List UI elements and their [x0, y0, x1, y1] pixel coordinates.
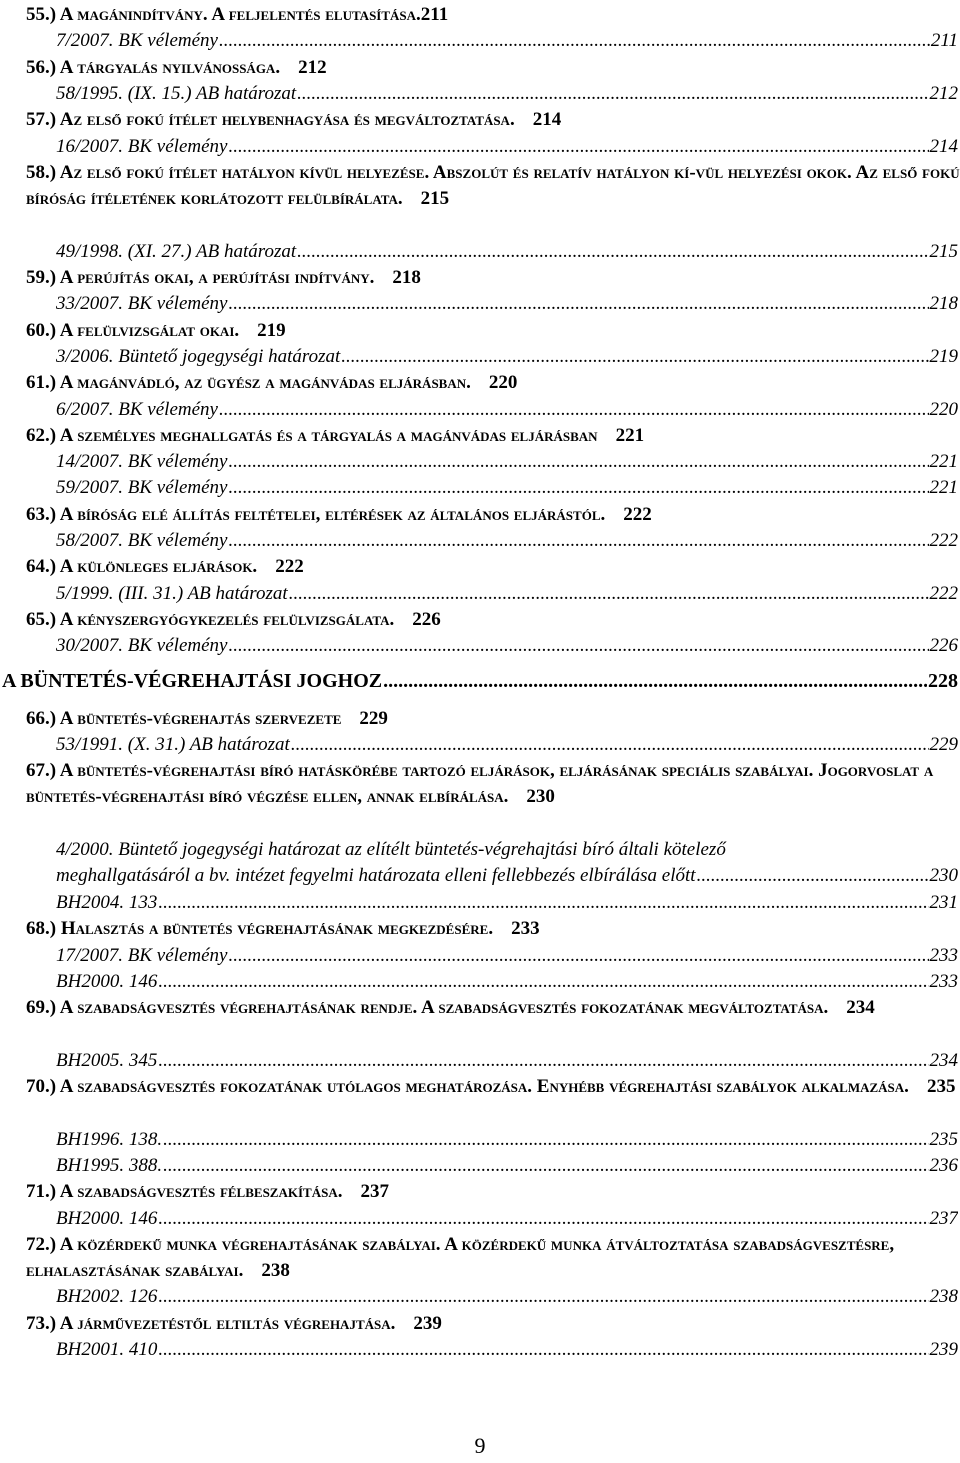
dot-leader: [158, 1284, 928, 1310]
reference-title: 17/2007. BK vélemény: [56, 944, 228, 966]
reference-title-line-1: 4/2000. Büntető jogegységi határozat az elítélt büntetés-végrehajtási bíró általi kötelező: [56, 839, 726, 861]
section-page-number: 226: [412, 608, 441, 630]
section-page-number: 220: [488, 372, 518, 394]
reference-title: BH2005. 345: [56, 1049, 158, 1071]
toc-reference-entry[interactable]: [56, 1153, 958, 1179]
dot-leader: [297, 239, 928, 265]
dot-leader: [697, 863, 929, 889]
section-title: 59.) A perújítás okai, a perújítási indítvány.: [26, 267, 375, 288]
section-title: 72.) A közérdekű munka végrehajtásának szabályai. A közérdekű munka átváltoztatása szabadságvesztésre, elhalasztásának szabályai.: [26, 1233, 895, 1281]
toc-section-heading[interactable]: [26, 554, 960, 580]
dot-leader: [228, 291, 928, 317]
section-title: 55.) A magánindítvány. A feljelentés elutasítása.: [26, 4, 421, 25]
toc-section-heading[interactable]: [26, 55, 960, 81]
section-title: 64.) A különleges eljárások.: [26, 556, 258, 578]
reference-page-number: 229: [929, 734, 958, 756]
reference-page-number: 233: [929, 970, 958, 992]
reference-title: BH2002. 126: [56, 1286, 158, 1308]
reference-page-number: 218: [929, 293, 958, 315]
reference-title: BH2000. 146: [56, 1207, 158, 1229]
toc-reference-entry[interactable]: [56, 1127, 958, 1153]
toc-section-heading[interactable]: [26, 995, 960, 1021]
section-page-number: 221: [615, 424, 645, 446]
reference-title: 6/2007. BK vélemény: [56, 398, 218, 420]
toc-reference-entry[interactable]: [56, 837, 958, 889]
dot-leader: [158, 1048, 928, 1074]
reference-title: 14/2007. BK vélemény: [56, 451, 228, 473]
toc-reference-entry[interactable]: [56, 134, 958, 160]
reference-page-number: 234: [929, 1049, 958, 1071]
reference-page-number: 236: [929, 1154, 958, 1176]
reference-title: 5/1999. (III. 31.) AB határozat: [56, 582, 288, 604]
reference-page-number: 230: [929, 865, 958, 887]
reference-page-number: 215: [929, 240, 958, 262]
toc-reference-entry[interactable]: [56, 449, 958, 475]
dot-leader: [228, 449, 928, 475]
section-page-number: 218: [392, 267, 421, 288]
section-title: 71.) A szabadságvesztés félbeszakítása.: [26, 1181, 343, 1203]
toc-section-heading[interactable]: [26, 107, 960, 133]
reference-title: BH2000. 146: [56, 970, 158, 992]
toc-chapter-heading[interactable]: [2, 668, 958, 694]
dot-leader: [158, 1206, 928, 1232]
toc-section-heading[interactable]: [26, 160, 960, 212]
reference-page-number: 221: [929, 451, 958, 473]
section-title: 66.) A büntetés-végrehajtás szervezete: [26, 707, 342, 729]
section-page-number: 212: [298, 56, 327, 78]
toc-reference-entry[interactable]: [56, 239, 958, 265]
section-page-number: 229: [359, 707, 388, 729]
section-page-number: 215: [420, 187, 450, 209]
dot-leader: [219, 397, 929, 423]
toc-section-heading[interactable]: [26, 370, 960, 396]
reference-title: 53/1991. (X. 31.) AB határozat: [56, 734, 290, 756]
section-page-number: 235: [926, 1076, 956, 1097]
toc-section-heading[interactable]: [26, 265, 960, 291]
dot-leader: [228, 633, 928, 659]
reference-title: 58/2007. BK vélemény: [56, 530, 228, 551]
toc-reference-entry[interactable]: [56, 1206, 958, 1232]
dot-leader: [297, 81, 928, 107]
dot-leader: [228, 475, 928, 501]
reference-title: BH2004. 133: [56, 891, 158, 913]
reference-page-number: 238: [929, 1286, 958, 1308]
dot-leader: [158, 890, 928, 916]
toc-reference-entry[interactable]: [56, 943, 958, 969]
toc-section-heading[interactable]: [26, 423, 960, 449]
reference-page-number: 212: [929, 82, 958, 104]
dot-leader: [158, 1337, 928, 1363]
reference-title: 3/2006. Büntető jogegységi határozat: [56, 345, 341, 367]
section-title: 68.) Halasztás a büntetés végrehajtásának megkezdésére.: [26, 918, 494, 940]
chapter-page-number: 228: [928, 669, 958, 692]
dot-leader: [163, 1127, 928, 1153]
toc-reference-entry[interactable]: [56, 475, 958, 501]
reference-page-number: 235: [929, 1128, 958, 1150]
toc-section-heading[interactable]: [26, 1074, 960, 1100]
toc-reference-entry[interactable]: [56, 890, 958, 916]
toc-section-heading[interactable]: [26, 318, 960, 344]
reference-page-number: 220: [929, 398, 958, 420]
dot-leader: [163, 1153, 928, 1179]
reference-page-number: 219: [929, 345, 958, 367]
section-page-number: 214: [532, 109, 562, 131]
section-title: 69.) A szabadságvesztés végrehajtásának rendje. A szabadságvesztés fokozatának megváltoztatása.: [26, 997, 829, 1019]
section-title: 60.) A felülvizsgálat okai.: [26, 319, 240, 341]
reference-title: 16/2007. BK vélemény: [56, 135, 228, 157]
reference-page-number: 239: [929, 1339, 958, 1360]
section-title: 57.) Az első fokú ítélet helybenhagyása és megváltoztatása.: [26, 109, 515, 131]
reference-page-number: 214: [929, 135, 958, 157]
reference-page-number: 222: [929, 582, 958, 604]
section-page-number: 230: [526, 786, 555, 808]
section-title: 70.) A szabadságvesztés fokozatának utólagos meghatározása. Enyhébb végrehajtási szabályok alkalmazása.: [26, 1076, 909, 1097]
reference-title-line-2: meghallgatásáról a bv. intézet fegyelmi határozata elleni fellebbezés elbírálása előtt: [56, 865, 696, 887]
toc-reference-entry[interactable]: [56, 397, 958, 423]
toc-reference-entry[interactable]: [56, 291, 958, 317]
reference-title: 30/2007. BK vélemény: [56, 635, 228, 657]
reference-title: BH2001. 410: [56, 1339, 158, 1360]
dot-leader: [291, 732, 929, 758]
toc-reference-entry[interactable]: [56, 528, 958, 554]
reference-page-number: 237: [929, 1207, 958, 1229]
toc-reference-entry[interactable]: [56, 1337, 958, 1363]
section-page-number: 237: [360, 1181, 389, 1203]
section-title: 63.) A bíróság elé állítás feltételei, eltérések az általános eljárástól.: [26, 503, 606, 525]
section-title: 58.) Az első fokú ítélet hatályon kívül helyezése. Abszolút és relatív hatályon kí-vül helyezési okok. Az első fokú bíróság ítéletének korlátozott felülbírálata.: [26, 161, 960, 209]
toc-section-heading[interactable]: [26, 758, 960, 810]
toc-section-heading[interactable]: [26, 916, 960, 942]
toc-reference-entry[interactable]: [56, 581, 958, 607]
reference-title: 33/2007. BK vélemény: [56, 293, 228, 315]
dot-leader: [228, 528, 928, 554]
reference-page-number: 222: [929, 530, 958, 551]
dot-leader: [289, 581, 929, 607]
toc-reference-entry[interactable]: [56, 633, 958, 659]
chapter-title: A BÜNTETÉS-VÉGREHAJTÁSI JOGHOZ: [2, 669, 383, 692]
section-title: 65.) A kényszergyógykezelés felülvizsgálata.: [26, 608, 395, 630]
reference-page-number: 221: [929, 477, 958, 499]
toc-reference-entry[interactable]: [56, 1284, 958, 1310]
page-number: 9: [474, 1433, 486, 1458]
section-title: 73.) A járművezetéstől eltiltás végrehajtása.: [26, 1312, 396, 1334]
toc-reference-entry[interactable]: [56, 969, 958, 995]
toc-section-heading[interactable]: [26, 607, 960, 633]
dot-leader: [219, 28, 930, 54]
section-page-number: 234: [846, 997, 875, 1019]
dot-leader: [228, 134, 928, 160]
dot-leader: [383, 668, 927, 694]
reference-title: BH1996. 138.: [56, 1128, 163, 1150]
section-page-number: 239: [413, 1312, 442, 1334]
section-page-number: 211: [420, 4, 449, 25]
reference-page-number: 231: [929, 891, 958, 913]
section-page-number: 222: [623, 503, 652, 525]
toc-section-heading[interactable]: [26, 1311, 960, 1337]
section-title: 67.) A büntetés-végrehajtási bíró hatáskörébe tartozó eljárások, eljárásának speciális szabályai. Jogorvoslat a büntetés-végrehajtási bíró végzése ellen, annak elbírálása.: [26, 760, 934, 808]
dot-leader: [158, 969, 928, 995]
reference-title: 49/1998. (XI. 27.) AB határozat: [56, 240, 297, 262]
toc-section-heading[interactable]: [26, 1232, 960, 1284]
section-title: 56.) A tárgyalás nyilvánossága.: [26, 56, 281, 78]
section-title: 62.) A személyes meghallgatás és a tárgyalás a magánvádas eljárásban: [26, 424, 598, 446]
section-page-number: 219: [257, 319, 286, 341]
toc-reference-entry[interactable]: [56, 28, 958, 54]
section-page-number: 222: [275, 556, 304, 578]
section-page-number: 233: [511, 918, 540, 940]
reference-page-number: 226: [929, 635, 958, 657]
reference-title: 58/1995. (IX. 15.) AB határozat: [56, 82, 297, 104]
section-page-number: 238: [261, 1259, 290, 1281]
toc-reference-entry[interactable]: [56, 732, 958, 758]
reference-page-number: 233: [929, 944, 958, 966]
reference-title: 59/2007. BK vélemény: [56, 477, 228, 499]
toc-section-heading[interactable]: [26, 2, 960, 28]
toc-reference-entry[interactable]: [56, 1048, 958, 1074]
toc-reference-entry[interactable]: [56, 344, 958, 370]
reference-title: BH1995. 388.: [56, 1154, 163, 1176]
section-title: 61.) A magánvádló, az ügyész a magánvádas eljárásban.: [26, 372, 471, 394]
dot-leader: [341, 344, 928, 370]
toc-section-heading[interactable]: [26, 502, 960, 528]
toc-section-heading[interactable]: [26, 706, 960, 732]
reference-page-number: 211: [930, 30, 958, 52]
toc-section-heading[interactable]: [26, 1179, 960, 1205]
dot-leader: [228, 943, 928, 969]
reference-title: 7/2007. BK vélemény: [56, 30, 218, 52]
toc-reference-entry[interactable]: [56, 81, 958, 107]
